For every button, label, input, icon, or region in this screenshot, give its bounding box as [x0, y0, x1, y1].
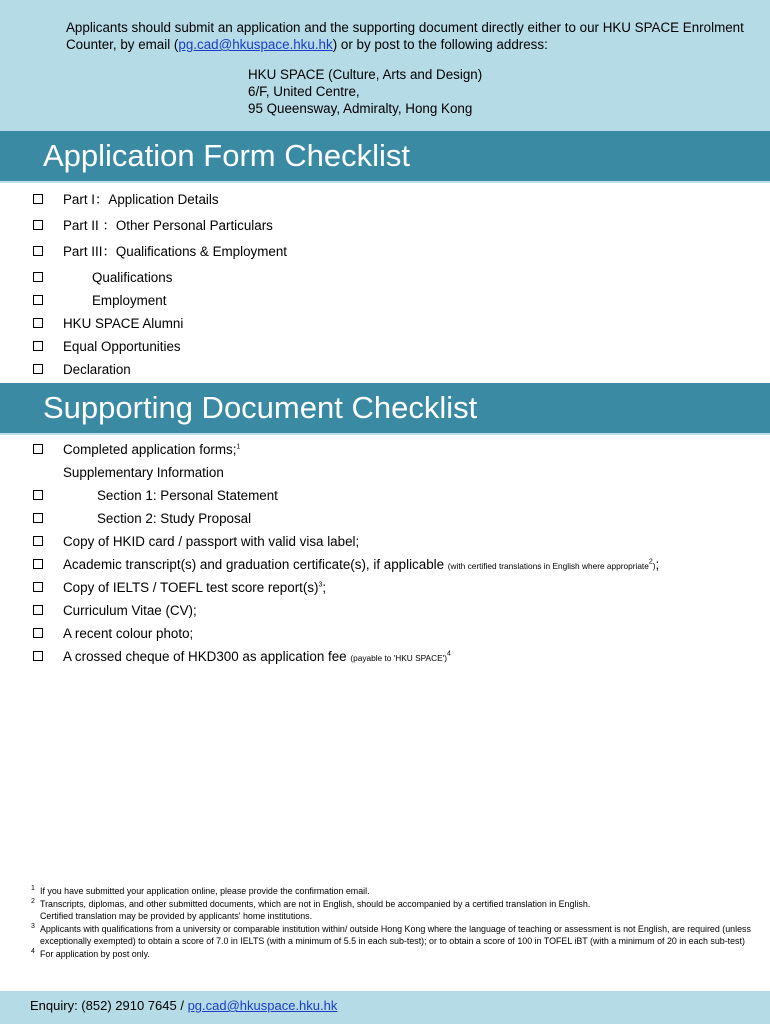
checklist-subheading: [0, 464, 770, 484]
checklist-label: Declaration: [63, 362, 131, 377]
checklist-label: Part III：Qualifications & Employment: [63, 244, 288, 259]
checkbox[interactable]: [33, 444, 43, 454]
checklist-label: Section 2: Study Proposal: [97, 511, 252, 526]
checklist-label: Employment: [92, 293, 167, 308]
checkbox[interactable]: [33, 341, 43, 351]
checkbox[interactable]: [33, 536, 43, 546]
submission-instructions: Applicants should submit an application and the supporting document directly either to our HKU SPACE Enrolment Counter, by email (pg.cad@hkuspace.hku.hk) or by post to the following address:: [66, 20, 744, 52]
checklist-item: [0, 533, 770, 553]
enquiry-email-link[interactable]: pg.cad@hkuspace.hku.hk: [187, 998, 338, 1013]
checkbox[interactable]: [33, 194, 43, 204]
checkbox[interactable]: [33, 605, 43, 615]
checklist-item: [0, 510, 770, 530]
footnote: 1 If you have submitted your application online, please provide the confirmation email.: [31, 885, 370, 896]
header-info-band: [0, 0, 770, 131]
checklist-item: [0, 269, 770, 289]
checklist-label: Academic transcript(s) and graduation certificate(s), if applicable (with certified translations in English where appropriate$^2$);: [63, 557, 660, 572]
checklist-label: Qualifications: [92, 270, 173, 285]
checklist-item: [0, 217, 770, 237]
checklist-item: [0, 441, 770, 461]
checklist-label: A crossed cheque of HKD300 as application fee (payable to 'HKU SPACE')$^4$: [63, 649, 451, 664]
footer-enquiry-band: [0, 991, 770, 1024]
checkbox[interactable]: [33, 295, 43, 305]
checklist-item: [0, 315, 770, 335]
section-title: Supporting Document Checklist: [43, 390, 478, 425]
address-line: HKU SPACE (Culture, Arts and Design): [248, 67, 483, 82]
checklist-label: A recent colour photo;: [63, 626, 194, 641]
checkbox[interactable]: [33, 490, 43, 500]
postal-address: [248, 66, 482, 117]
checklist-item: [0, 338, 770, 358]
footnotes: [31, 886, 751, 962]
checklist-item: [0, 243, 770, 263]
enquiry-contact: Enquiry: (852) 2910 7645 / pg.cad@hkuspace.hku.hk: [30, 998, 338, 1013]
checkbox[interactable]: [33, 318, 43, 328]
application-checklist-header: [0, 131, 770, 181]
checklist-label: Equal Opportunities: [63, 339, 181, 354]
email-link[interactable]: pg.cad@hkuspace.hku.hk: [178, 37, 333, 52]
checkbox[interactable]: [33, 220, 43, 230]
checklist-label: Part II ：Other Personal Particulars: [63, 218, 273, 233]
checklist-item: [0, 625, 770, 645]
checklist-item: [0, 579, 770, 599]
section-title: Application Form Checklist: [43, 138, 410, 173]
checklist-item: [0, 361, 770, 381]
checklist-label: Copy of IELTS / TOEFL test score $report(s)^3$;: [63, 580, 327, 595]
checklist-label: Copy of HKID card / passport with valid visa label;: [63, 534, 360, 549]
address-line: 6/F, United Centre,: [248, 84, 360, 99]
address-line: 95 Queensway, Admiralty, Hong Kong: [248, 101, 473, 116]
checklist-item: [0, 602, 770, 622]
checklist-item: [0, 487, 770, 507]
checklist-label: Section 1: Personal Statement: [97, 488, 278, 503]
checkbox[interactable]: [33, 651, 43, 661]
checkbox[interactable]: [33, 582, 43, 592]
checkbox[interactable]: [33, 364, 43, 374]
checklist-item: [0, 292, 770, 312]
checklist-label: Part I：Application Details: [63, 192, 219, 207]
checklist-label: Curriculum Vitae (CV);: [63, 603, 197, 618]
checkbox[interactable]: [33, 246, 43, 256]
checklist-item: [0, 648, 770, 668]
footnote: 4 For application by post only.: [31, 948, 150, 960]
footnote: 2 Transcripts, diplomas, and other submitted documents, which are not in English, should be accompanied by a certified translation in English. Certified translation may be provided by applicants' home institutions.: [31, 898, 591, 921]
supporting-checklist-header: [0, 383, 770, 433]
checkbox[interactable]: [33, 272, 43, 282]
checklist-item: [0, 556, 770, 576]
footnote: 3 Applicants with qualifications from a university or comparable institution within/ outside Hong Kong where the language of teaching or assessment is not English, are required (unless exceptionally exempted) to obtain a score of 7.0 in IELTS (with a minimum of 5.5 in each sub-test); or to obtain a score of 100 in TOFEL iBT (with a minimum of 20 in each sub-test): [31, 923, 751, 946]
checklist-label: Completed application forms;$^1$: [63, 442, 241, 457]
checkbox[interactable]: [33, 513, 43, 523]
checkbox[interactable]: [33, 628, 43, 638]
checkbox[interactable]: [33, 559, 43, 569]
checklist-label: HKU SPACE Alumni: [63, 316, 184, 331]
checklist-item: [0, 191, 770, 211]
checklist-label: Supplementary Information: [63, 465, 224, 480]
